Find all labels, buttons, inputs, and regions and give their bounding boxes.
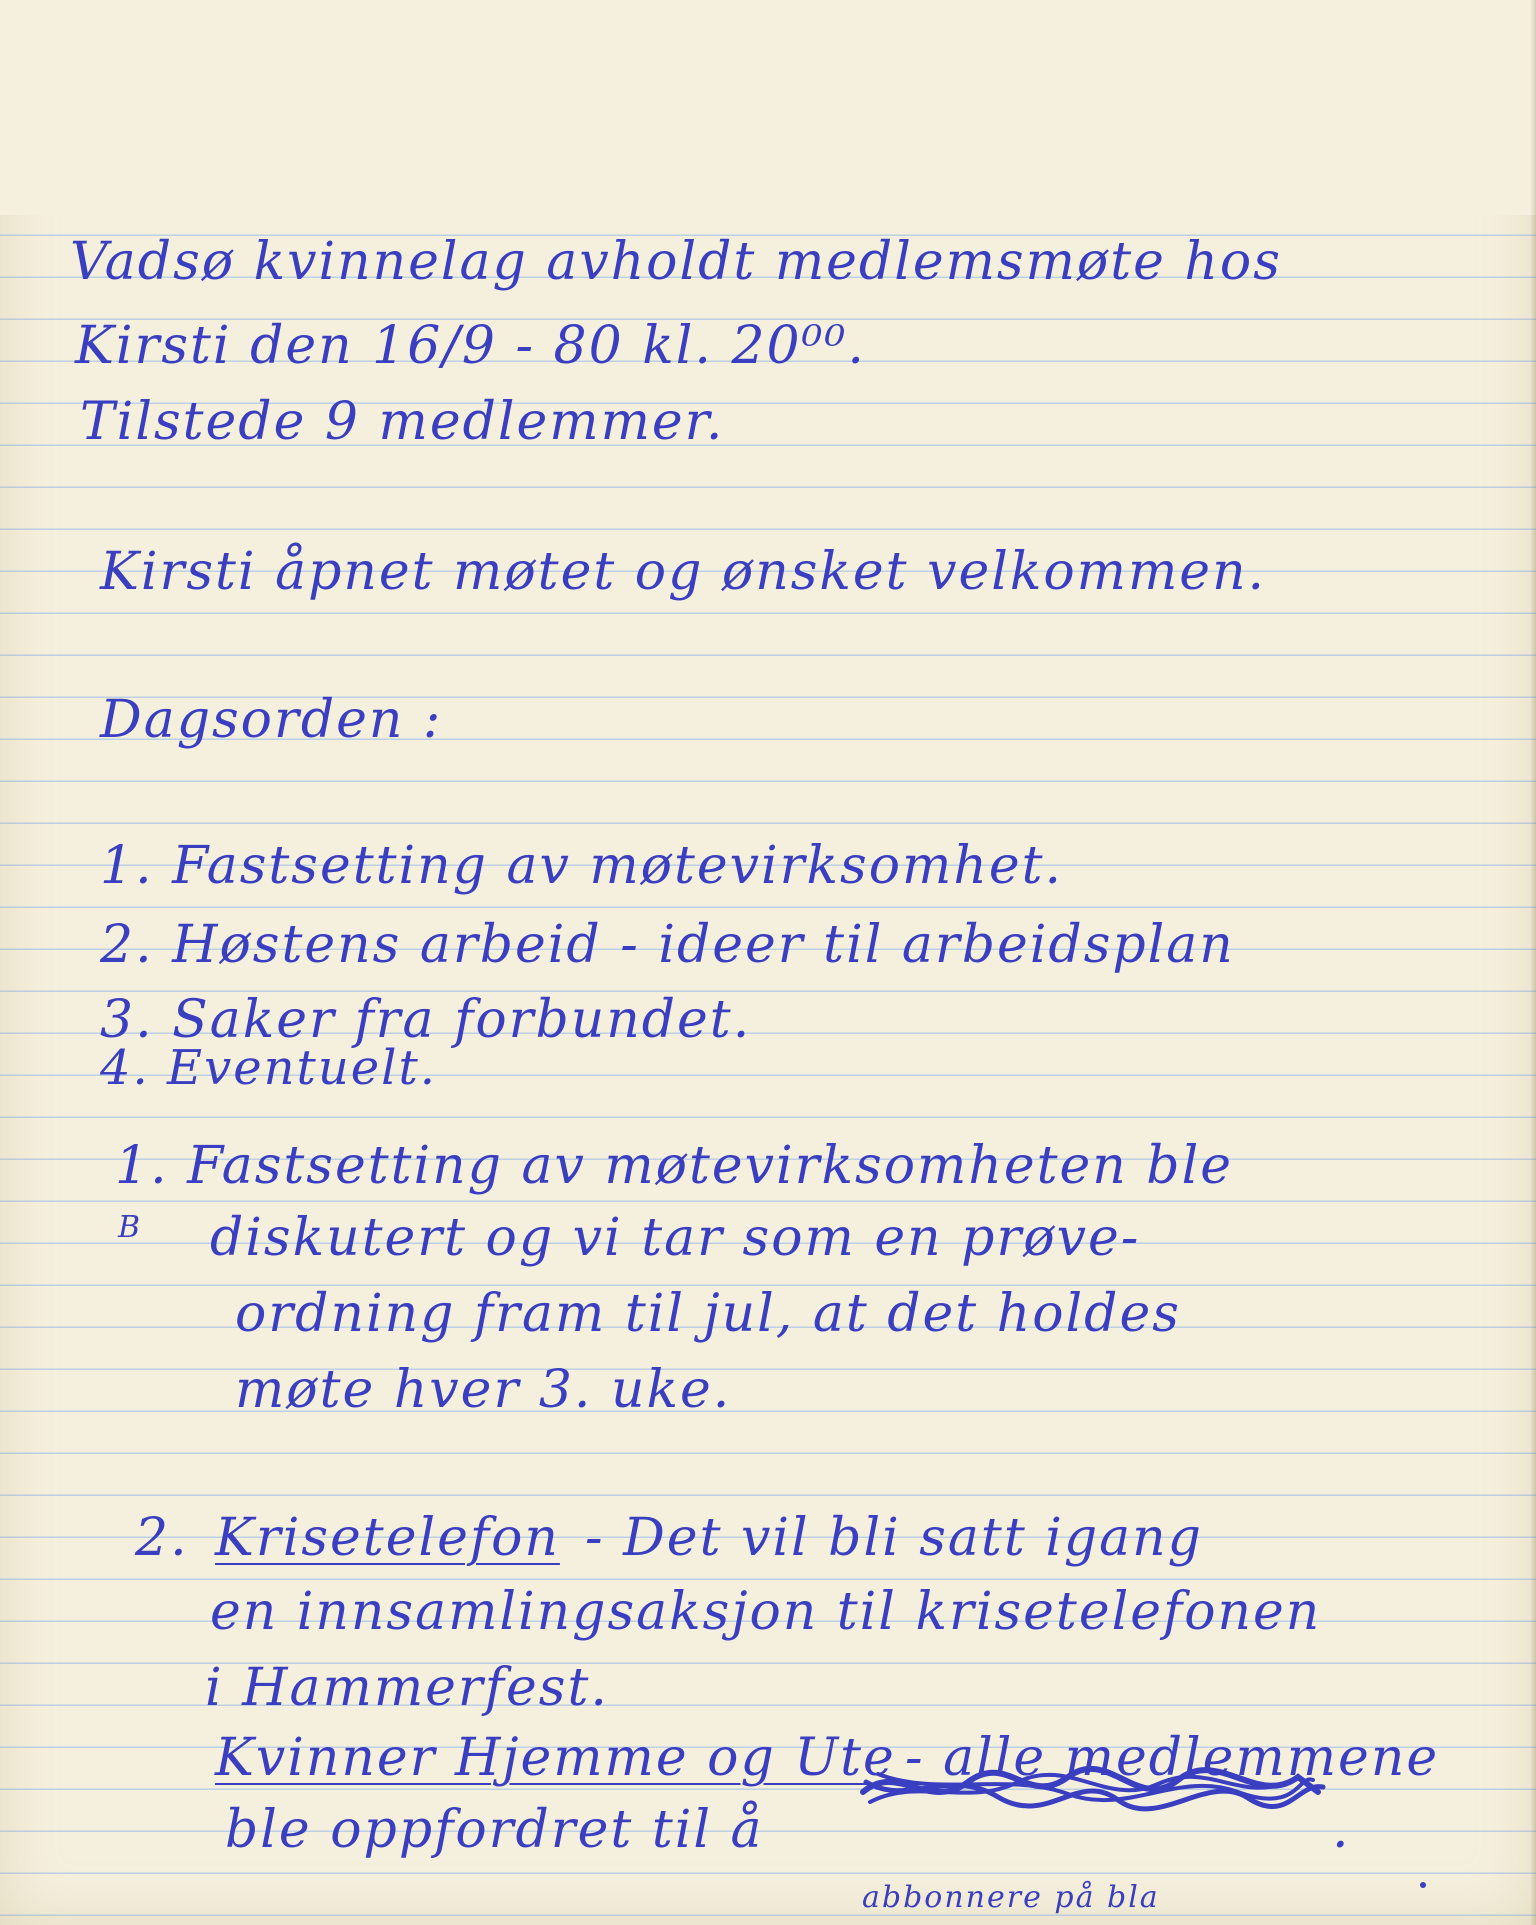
margin-mark: B xyxy=(118,1210,143,1245)
krisetelefon-heading: Krisetelefon xyxy=(215,1508,560,1568)
kvinner-line-1-rest: - alle medlemmene xyxy=(905,1728,1440,1788)
heading-line-2: Kirsti den 16/9 - 80 kl. 20⁰⁰. xyxy=(75,316,866,376)
minutes-item-2-number: 2. xyxy=(135,1508,189,1568)
minutes-item-2-line-2: en innsamlingsaksjon til krisetelefonen xyxy=(210,1582,1322,1642)
minutes-item-1-line-1: 1. Fastsetting av møtevirksomheten ble xyxy=(115,1136,1233,1196)
agenda-item-1: 1. Fastsetting av møtevirksomhet. xyxy=(100,836,1064,896)
inserted-correction: abbonnere på bla xyxy=(862,1880,1160,1915)
ink-dot xyxy=(1420,1882,1426,1888)
agenda-heading: Dagsorden : xyxy=(100,690,443,750)
minutes-item-1-line-4: møte hver 3. uke. xyxy=(235,1360,732,1420)
page-edge xyxy=(1530,0,1536,1925)
page-top-margin xyxy=(0,0,1536,215)
crossed-out-word xyxy=(858,1752,1328,1822)
minutes-item-1-line-3: ordning fram til jul, at det holdes xyxy=(235,1284,1181,1344)
minutes-item-2-line-3: i Hammerfest. xyxy=(205,1658,609,1718)
kvinner-line-2: ble oppfordret til å xyxy=(225,1800,764,1860)
agenda-item-2: 2. Høstens arbeid - ideer til arbeidsplan xyxy=(100,915,1235,975)
minutes-item-2-line-1-rest: - Det vil bli satt igang xyxy=(585,1508,1203,1568)
minutes-item-1-line-2: diskutert og vi tar som en prøve- xyxy=(210,1208,1141,1268)
agenda-item-4: 4. Eventuelt. xyxy=(100,1040,438,1096)
agenda-item-3: 3. Saker fra forbundet. xyxy=(100,990,752,1050)
kvinner-line-2-period: . xyxy=(1332,1800,1351,1860)
attendance-line: Tilstede 9 medlemmer. xyxy=(80,392,725,452)
kvinner-hjemme-og-ute-heading: Kvinner Hjemme og Ute xyxy=(215,1728,896,1788)
heading-line-1: Vadsø kvinnelag avholdt medlemsmøte hos xyxy=(70,232,1282,292)
opening-line: Kirsti åpnet møtet og ønsket velkommen. xyxy=(100,542,1267,602)
